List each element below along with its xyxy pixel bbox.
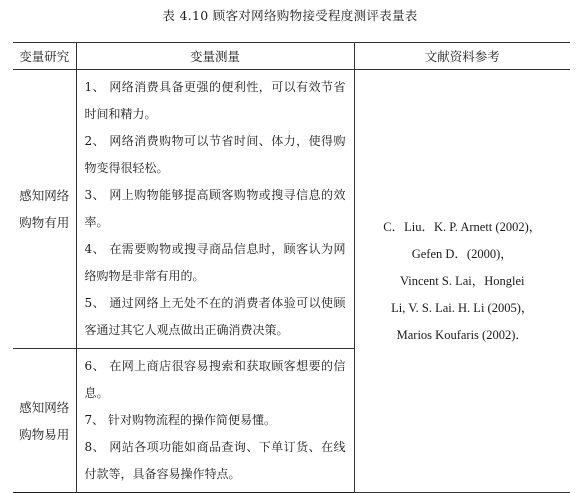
header-references: 文献资料参考: [354, 43, 570, 70]
reference-line: Gefen D．(2000)，: [411, 246, 513, 261]
measurement-table: [13, 42, 570, 493]
measurement-item: 2、 网络消费购物可以节省时间、体力，使得购物变得很轻松。: [84, 134, 346, 175]
variable-cell: 感知网络购物有用: [13, 70, 76, 349]
measurement-item: 5、 通过网络上无处不在的消费者体验可以使顾客通过其它人观点做出正确消费决策。: [84, 296, 346, 337]
measurement-item: 3、 网上购物能够提高顾客购物或搜寻信息的效率。: [84, 188, 346, 229]
measurement-cell: [76, 349, 354, 493]
measurement-item: 6、 在网上商店很容易搜索和获取顾客想要的信息。: [84, 359, 346, 400]
variable-cell: 感知网络购物易用: [13, 349, 76, 493]
header-measurement: 变量测量: [76, 43, 354, 70]
measurement-item: 7、 针对购物流程的操作简便易懂。: [84, 413, 276, 427]
reference-line: Li, V. S. Lai. H. Li (2005)，: [391, 300, 534, 315]
header-variable: 变量研究: [13, 43, 76, 70]
measurement-item: 4、 在需要购物或搜寻商品信息时，顾客认为网络购物是非常有用的。: [84, 242, 346, 283]
table-row: [13, 70, 570, 349]
reference-line: C．Liu．K. P. Arnett (2002)，: [383, 219, 542, 234]
measurement-cell: [76, 70, 354, 349]
references-cell: [354, 70, 570, 493]
reference-line: Marios Koufaris (2002)．: [396, 327, 528, 342]
reference-line: Vincent S. Lai，Honglei: [399, 273, 525, 288]
header-row: [13, 43, 570, 70]
table-caption: 表 4.10 顾客对网络购物接受程度测评表量表: [162, 8, 418, 23]
measurement-item: 1、 网络消费具备更强的便利性，可以有效节省时间和精力。: [84, 80, 346, 121]
measurement-item: 8、 网站各项功能如商品查询、下单订货、在线付款等，具备容易操作特点。: [84, 440, 346, 481]
